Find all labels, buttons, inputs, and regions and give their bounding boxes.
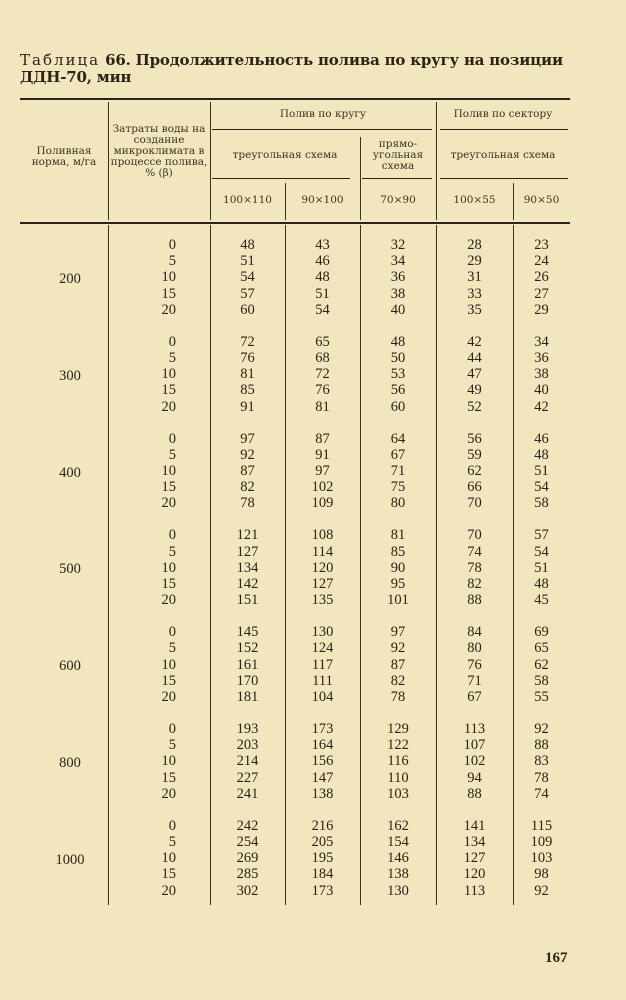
- duration-cell: 24: [534, 253, 549, 270]
- duration-cell: 74: [467, 543, 482, 560]
- duration-cell: 97: [315, 463, 330, 479]
- duration-cell: 104: [311, 689, 334, 705]
- duration-cell: 81: [390, 527, 406, 544]
- duration-cell: 92: [240, 446, 255, 463]
- duration-cell: 81: [240, 366, 255, 383]
- duration-cell: 91: [315, 446, 330, 463]
- duration-cell: 156: [311, 753, 334, 770]
- duration-cell: 36: [534, 350, 549, 366]
- duration-cell: 48: [534, 446, 549, 463]
- duration-cell: 62: [534, 656, 549, 673]
- duration-cell: 68: [315, 350, 330, 366]
- duration-cell: 76: [467, 656, 482, 673]
- duration-cell: 32: [390, 237, 406, 253]
- header-rectangular: прямо-угольная схема: [372, 138, 424, 172]
- duration-cell: 127: [311, 576, 334, 592]
- beta-cell: 15: [161, 866, 176, 883]
- beta-cell: 20: [161, 689, 176, 705]
- duration-cell: 88: [534, 737, 549, 754]
- duration-cell: 87: [240, 463, 255, 479]
- beta-cell: 0: [168, 430, 176, 447]
- duration-cell: 103: [387, 785, 409, 802]
- duration-cell: 82: [390, 672, 406, 689]
- duration-cell: 122: [387, 737, 409, 754]
- duration-cell: 46: [534, 430, 549, 447]
- duration-cell: 92: [390, 640, 406, 657]
- duration-cell: 102: [463, 753, 486, 770]
- duration-cell: 28: [467, 237, 482, 253]
- header-bottom-rule: [20, 222, 570, 224]
- duration-cell: 56: [390, 382, 406, 399]
- header-sector: Полив по сектору: [453, 108, 553, 120]
- tri-rule: [212, 178, 350, 179]
- duration-cell: 42: [467, 333, 482, 350]
- column-divider: [108, 102, 109, 220]
- duration-cell: 109: [530, 834, 553, 850]
- duration-cell: 173: [311, 882, 334, 899]
- duration-cell: 40: [534, 382, 549, 399]
- duration-cell: 48: [390, 333, 406, 350]
- beta-cell: 15: [161, 382, 176, 399]
- header-triangular-circle: треугольная схема: [232, 149, 338, 161]
- duration-cell: 23: [534, 237, 549, 253]
- norm-value: 500: [59, 561, 81, 578]
- duration-cell: 111: [312, 672, 333, 689]
- duration-cell: 78: [467, 559, 482, 576]
- norm-value: 300: [59, 367, 81, 384]
- duration-cell: 69: [534, 624, 549, 641]
- duration-cell: 31: [467, 269, 482, 286]
- duration-cell: 117: [311, 656, 334, 673]
- duration-cell: 109: [311, 495, 334, 512]
- duration-cell: 80: [390, 495, 406, 512]
- duration-cell: 95: [390, 576, 406, 592]
- duration-cell: 181: [236, 689, 259, 705]
- duration-cell: 98: [534, 866, 549, 883]
- header-triangular-sector: треугольная схема: [450, 149, 556, 161]
- beta-cell: 10: [161, 366, 176, 383]
- duration-cell: 58: [534, 495, 549, 512]
- beta-cell: 20: [161, 785, 176, 802]
- duration-cell: 60: [240, 301, 255, 318]
- duration-cell: 87: [315, 430, 330, 447]
- duration-cell: 67: [390, 446, 406, 463]
- beta-cell: 20: [161, 882, 176, 899]
- duration-cell: 108: [311, 527, 334, 544]
- beta-cell: 0: [168, 333, 176, 350]
- duration-cell: 33: [467, 285, 482, 302]
- duration-cell: 285: [236, 866, 259, 883]
- beta-cell: 5: [168, 834, 176, 850]
- duration-cell: 121: [236, 527, 259, 544]
- duration-cell: 87: [390, 656, 406, 673]
- duration-cell: 92: [534, 882, 549, 899]
- duration-cell: 120: [463, 866, 486, 883]
- duration-cell: 173: [311, 721, 334, 737]
- duration-cell: 53: [390, 366, 406, 383]
- duration-cell: 76: [240, 350, 255, 366]
- duration-cell: 216: [311, 817, 334, 834]
- beta-cell: 10: [161, 559, 176, 576]
- duration-cell: 64: [390, 430, 406, 447]
- duration-cell: 62: [467, 463, 482, 479]
- duration-cell: 78: [534, 769, 549, 786]
- duration-cell: 127: [463, 850, 486, 867]
- duration-cell: 50: [390, 350, 406, 366]
- beta-cell: 5: [168, 446, 176, 463]
- beta-cell: 10: [161, 850, 176, 867]
- duration-cell: 48: [315, 269, 330, 286]
- duration-cell: 66: [467, 479, 482, 496]
- duration-cell: 38: [390, 285, 406, 302]
- duration-cell: 115: [530, 817, 553, 834]
- duration-cell: 82: [240, 479, 255, 496]
- duration-cell: 227: [236, 769, 259, 786]
- duration-cell: 59: [467, 446, 482, 463]
- beta-cell: 10: [161, 753, 176, 770]
- header-norm: Поливная норма, м/га: [31, 145, 97, 168]
- beta-cell: 0: [168, 817, 176, 834]
- beta-cell: 20: [161, 495, 176, 512]
- duration-cell: 193: [236, 721, 259, 737]
- norm-value: 600: [59, 658, 81, 675]
- duration-cell: 302: [236, 882, 259, 899]
- norm-value: 1000: [55, 851, 85, 868]
- duration-cell: 43: [315, 237, 330, 253]
- duration-cell: 138: [311, 785, 334, 802]
- duration-cell: 195: [311, 850, 334, 867]
- duration-cell: 97: [390, 624, 406, 641]
- duration-cell: 242: [236, 817, 259, 834]
- duration-cell: 151: [236, 592, 259, 609]
- duration-cell: 97: [240, 430, 255, 447]
- duration-cell: 26: [534, 269, 549, 286]
- duration-cell: 130: [387, 882, 409, 899]
- beta-cell: 10: [161, 656, 176, 673]
- beta-cell: 20: [161, 592, 176, 609]
- duration-cell: 78: [240, 495, 255, 512]
- duration-cell: 88: [467, 785, 482, 802]
- duration-cell: 101: [387, 592, 409, 609]
- duration-cell: 142: [236, 576, 259, 592]
- duration-cell: 85: [390, 543, 406, 560]
- header-size: 100×55: [453, 194, 496, 206]
- duration-cell: 40: [390, 301, 406, 318]
- norm-value: 400: [59, 464, 81, 481]
- duration-cell: 46: [315, 253, 330, 270]
- duration-cell: 110: [387, 769, 409, 786]
- duration-cell: 67: [467, 689, 482, 705]
- beta-cell: 15: [161, 672, 176, 689]
- duration-cell: 34: [390, 253, 406, 270]
- duration-cell: 51: [315, 285, 330, 302]
- beta-cell: 15: [161, 576, 176, 592]
- duration-cell: 205: [311, 834, 334, 850]
- duration-cell: 82: [467, 576, 482, 592]
- duration-cell: 48: [240, 237, 255, 253]
- duration-cell: 134: [463, 834, 486, 850]
- duration-cell: 90: [390, 559, 406, 576]
- beta-cell: 0: [168, 624, 176, 641]
- duration-cell: 134: [236, 559, 259, 576]
- duration-cell: 65: [315, 333, 330, 350]
- duration-cell: 162: [387, 817, 409, 834]
- duration-cell: 254: [236, 834, 259, 850]
- duration-cell: 147: [311, 769, 334, 786]
- duration-cell: 135: [311, 592, 334, 609]
- duration-cell: 29: [467, 253, 482, 270]
- duration-cell: 49: [467, 382, 482, 399]
- table-label: Таблица: [20, 51, 101, 69]
- duration-cell: 27: [534, 285, 549, 302]
- duration-cell: 47: [467, 366, 482, 383]
- beta-cell: 5: [168, 350, 176, 366]
- circle-group-rule: [212, 129, 432, 130]
- beta-cell: 15: [161, 769, 176, 786]
- duration-cell: 44: [467, 350, 482, 366]
- duration-cell: 52: [467, 398, 482, 415]
- duration-cell: 48: [534, 576, 549, 592]
- duration-cell: 145: [236, 624, 259, 641]
- duration-cell: 154: [387, 834, 409, 850]
- duration-cell: 164: [311, 737, 334, 754]
- duration-cell: 102: [311, 479, 334, 496]
- duration-cell: 60: [390, 398, 406, 415]
- duration-cell: 35: [467, 301, 482, 318]
- duration-cell: 161: [236, 656, 259, 673]
- duration-cell: 71: [390, 463, 406, 479]
- duration-cell: 65: [534, 640, 549, 657]
- duration-cell: 54: [534, 543, 549, 560]
- duration-cell: 36: [390, 269, 406, 286]
- header-size: 70×90: [380, 194, 416, 206]
- rect-rule: [362, 178, 432, 179]
- duration-cell: 124: [311, 640, 334, 657]
- duration-cell: 54: [534, 479, 549, 496]
- beta-cell: 0: [168, 721, 176, 737]
- header-beta: Затраты воды на создание микроклимата в процессе полива, % (β): [110, 123, 208, 179]
- duration-cell: 71: [467, 672, 482, 689]
- duration-cell: 70: [467, 527, 482, 544]
- duration-cell: 120: [311, 559, 334, 576]
- duration-cell: 29: [534, 301, 549, 318]
- header-size: 90×50: [523, 194, 560, 206]
- duration-cell: 203: [236, 737, 259, 754]
- header-size: 90×100: [301, 194, 344, 206]
- duration-cell: 81: [315, 398, 330, 415]
- beta-cell: 20: [161, 301, 176, 318]
- beta-cell: 15: [161, 479, 176, 496]
- duration-cell: 130: [311, 624, 334, 641]
- beta-cell: 0: [168, 237, 176, 253]
- duration-cell: 94: [467, 769, 482, 786]
- beta-cell: 5: [168, 253, 176, 270]
- duration-cell: 103: [530, 850, 553, 867]
- column-divider: [360, 137, 361, 220]
- duration-cell: 107: [463, 737, 486, 754]
- duration-cell: 114: [311, 543, 334, 560]
- duration-cell: 113: [463, 721, 486, 737]
- header-circle: Полив по кругу: [279, 108, 367, 120]
- duration-cell: 57: [534, 527, 549, 544]
- duration-cell: 85: [240, 382, 255, 399]
- duration-cell: 55: [534, 689, 549, 705]
- sector-tri-rule: [440, 178, 568, 179]
- duration-cell: 56: [467, 430, 482, 447]
- duration-cell: 76: [315, 382, 330, 399]
- duration-cell: 74: [534, 785, 549, 802]
- duration-cell: 127: [236, 543, 259, 560]
- duration-cell: 83: [534, 753, 549, 770]
- duration-cell: 141: [463, 817, 486, 834]
- duration-cell: 78: [390, 689, 406, 705]
- duration-cell: 72: [240, 333, 255, 350]
- duration-cell: 116: [387, 753, 409, 770]
- duration-cell: 113: [463, 882, 486, 899]
- duration-cell: 51: [534, 463, 549, 479]
- duration-cell: 91: [240, 398, 255, 415]
- duration-cell: 42: [534, 398, 549, 415]
- duration-cell: 88: [467, 592, 482, 609]
- duration-cell: 241: [236, 785, 259, 802]
- duration-cell: 184: [311, 866, 334, 883]
- duration-cell: 146: [387, 850, 409, 867]
- page-number: 167: [545, 950, 568, 966]
- duration-cell: 70: [467, 495, 482, 512]
- duration-cell: 80: [467, 640, 482, 657]
- duration-cell: 45: [534, 592, 549, 609]
- beta-cell: 5: [168, 640, 176, 657]
- duration-cell: 92: [534, 721, 549, 737]
- sector-group-rule: [440, 129, 568, 130]
- norm-value: 200: [59, 271, 81, 287]
- duration-cell: 51: [240, 253, 255, 270]
- duration-cell: 170: [236, 672, 259, 689]
- duration-cell: 38: [534, 366, 549, 383]
- norm-value: 800: [59, 755, 81, 771]
- duration-cell: 75: [390, 479, 406, 496]
- duration-cell: 58: [534, 672, 549, 689]
- duration-cell: 34: [534, 333, 549, 350]
- beta-cell: 0: [168, 527, 176, 544]
- duration-cell: 129: [387, 721, 409, 737]
- beta-cell: 20: [161, 398, 176, 415]
- duration-cell: 57: [240, 285, 255, 302]
- beta-cell: 5: [168, 737, 176, 754]
- beta-cell: 10: [161, 269, 176, 286]
- table-caption: 66. Продолжительность полива по кругу на позиции ДДН-70, мин: [20, 51, 563, 86]
- beta-cell: 15: [161, 285, 176, 302]
- top-rule: [20, 98, 570, 100]
- beta-cell: 5: [168, 543, 176, 560]
- duration-cell: 84: [467, 624, 482, 641]
- duration-cell: 152: [236, 640, 259, 657]
- duration-cell: 269: [236, 850, 259, 867]
- duration-cell: 138: [387, 866, 409, 883]
- duration-cell: 54: [315, 301, 330, 318]
- duration-cell: 54: [240, 269, 255, 286]
- duration-cell: 214: [236, 753, 259, 770]
- table-title: [20, 52, 580, 86]
- header-size: 100×110: [223, 194, 272, 206]
- duration-cell: 72: [315, 366, 330, 383]
- duration-cell: 51: [534, 559, 549, 576]
- beta-cell: 10: [161, 463, 176, 479]
